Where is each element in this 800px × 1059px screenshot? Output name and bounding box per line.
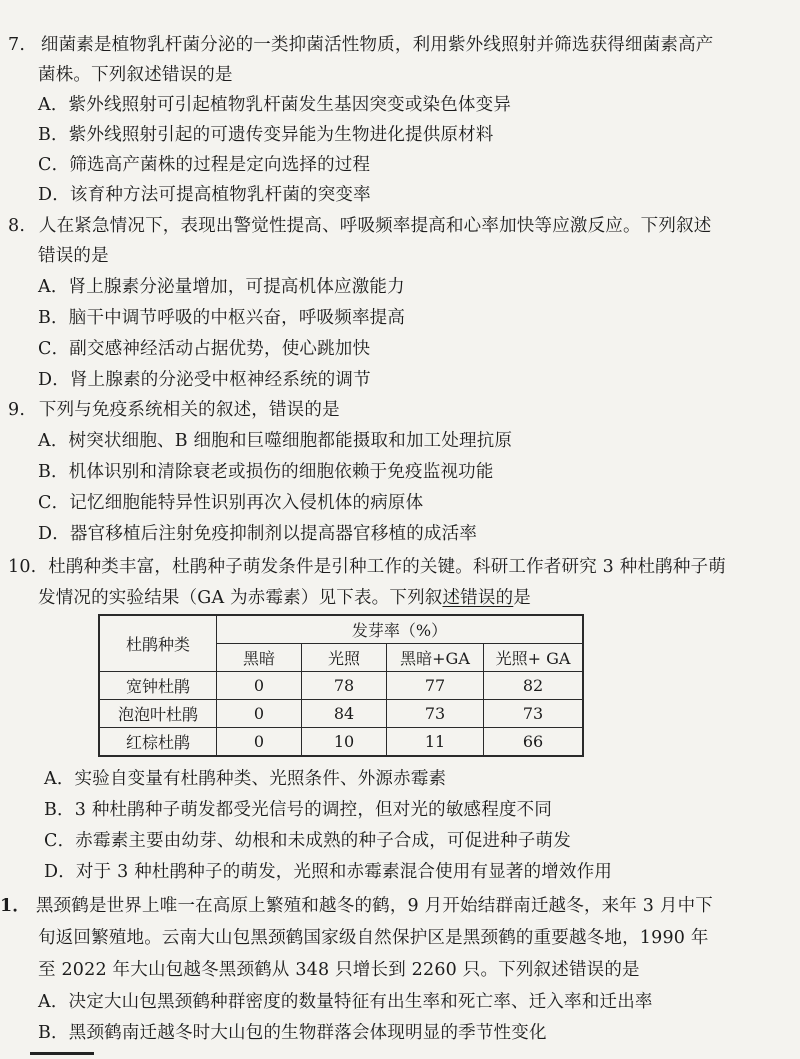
question-8-option-c: C．副交感神经活动占据优势，使心跳加快	[38, 339, 371, 359]
question-9-stem: 下列与免疫系统相关的叙述，错误的是	[38, 400, 340, 420]
question-7-option-d: D．该育种方法可提高植物乳杆菌的突变率	[38, 185, 371, 205]
question-7-stem-line-1	[8, 33, 713, 57]
question-8-option-b: B．脑干中调节呼吸的中枢兴奋，呼吸频率提高	[38, 308, 406, 328]
table-row-label: 红棕杜鹃	[99, 728, 217, 757]
question-9-option-a: A．树突状细胞、B 细胞和巨噬细胞都能摄取和加工处理抗原	[38, 431, 513, 451]
question-11-number: 1．	[0, 896, 31, 916]
question-9-number: 9.	[8, 400, 26, 420]
question-10-option-d: D．对于 3 种杜鹃种子的萌发，光照和赤霉素混合使用有显著的增效作用	[44, 862, 613, 882]
question-11-option-a: A．决定大山包黑颈鹤种群密度的数量特征有出生率和死亡率、迁入率和迁出率	[38, 992, 653, 1012]
table-cell: 84	[302, 700, 387, 728]
table-cell: 82	[484, 672, 584, 700]
table-header-row	[99, 615, 583, 644]
question-7-number: 7.	[8, 35, 26, 55]
table-cell: 0	[217, 700, 302, 728]
question-11-stem: 黑颈鹤是世界上唯一在高原上繁殖和越冬的鹤，9 月开始结群南迁越冬，来年 3 月中下	[35, 896, 713, 916]
table-col-header: 光照+ GA	[484, 644, 584, 672]
table-col-header: 黑暗+GA	[387, 644, 484, 672]
table-group-header: 发芽率（%）	[217, 615, 584, 644]
question-11-stem-line-1	[0, 894, 713, 918]
germination-rate-table	[98, 614, 584, 757]
table-row	[99, 700, 583, 728]
question-10-stem: 杜鹃种类丰富，杜鹃种子萌发条件是引种工作的关键。科研工作者研究 3 种杜鹃种子萌	[48, 557, 726, 577]
question-10-number: 10.	[8, 557, 37, 577]
table-row-label: 泡泡叶杜鹃	[99, 700, 217, 728]
table-row	[99, 728, 583, 757]
table-cell: 73	[387, 700, 484, 728]
table-cell: 10	[302, 728, 387, 757]
table-corner-header: 杜鹃种类	[99, 615, 217, 672]
table-cell: 0	[217, 728, 302, 757]
table-cell: 73	[484, 700, 584, 728]
question-8-stem-line-2: 错误的是	[38, 246, 109, 266]
question-9-option-c: C．记忆细胞能特异性识别再次入侵机体的病原体	[38, 493, 424, 513]
question-7-option-a: A．紫外线照射可引起植物乳杆菌发生基因突变或染色体变异	[38, 95, 512, 115]
table-col-header: 光照	[302, 644, 387, 672]
table-cell: 78	[302, 672, 387, 700]
question-8-number: 8.	[8, 216, 26, 236]
question-7-stem-line-2: 菌株。下列叙述错误的是	[38, 65, 233, 85]
question-8-option-a: A．肾上腺素分泌量增加，可提高机体应激能力	[38, 277, 405, 297]
question-7-option-c: C．筛选高产菌株的过程是定向选择的过程	[38, 155, 371, 175]
page-edge-mark	[30, 1052, 94, 1055]
table-row	[99, 672, 583, 700]
question-10-stem-part-c: 是	[513, 588, 531, 608]
table-cell: 0	[217, 672, 302, 700]
question-10-stem-part-a: 发情况的实验结果（GA 为赤霉素）见下表。下列叙	[38, 588, 443, 608]
question-9-option-d: D．器官移植后注射免疫抑制剂以提高器官移植的成活率	[38, 524, 478, 544]
question-8-stem: 人在紧急情况下，表现出警觉性提高、呼吸频率提高和心率加快等应激反应。下列叙述	[38, 216, 712, 236]
table-cell: 77	[387, 672, 484, 700]
table-row-label: 宽钟杜鹃	[99, 672, 217, 700]
question-10-stem-line-1	[8, 555, 726, 579]
question-10-option-b: B．3 种杜鹃种子萌发都受光信号的调控，但对光的敏感程度不同	[44, 800, 553, 820]
question-9-option-b: B．机体识别和清除衰老或损伤的细胞依赖于免疫监视功能	[38, 462, 494, 482]
question-8-option-d: D．肾上腺素的分泌受中枢神经系统的调节	[38, 370, 371, 390]
question-10-stem-underlined: 述错误的	[442, 588, 514, 608]
question-9-stem-line-1	[8, 398, 340, 422]
question-7-stem: 细菌素是植物乳杆菌分泌的一类抑菌活性物质，利用紫外线照射并筛选获得细菌素高产	[40, 35, 714, 55]
question-11-option-b: B．黑颈鹤南迁越冬时大山包的生物群落会体现明显的季节性变化	[38, 1023, 547, 1043]
question-10-option-c: C．赤霉素主要由幼芽、幼根和未成熟的种子合成，可促进种子萌发	[44, 831, 571, 851]
question-7-option-b: B．紫外线照射引起的可遗传变异能为生物进化提供原材料	[38, 125, 494, 145]
question-11-stem-line-3: 至 2022 年大山包越冬黑颈鹤从 348 只增长到 2260 只。下列叙述错误的是	[38, 960, 640, 980]
table-col-header: 黑暗	[217, 644, 302, 672]
question-8-stem-line-1	[8, 214, 711, 238]
question-10-stem-line-2	[38, 586, 531, 610]
table-cell: 66	[484, 728, 584, 757]
table-cell: 11	[387, 728, 484, 757]
question-11-stem-line-2: 旬返回繁殖地。云南大山包黑颈鹤国家级自然保护区是黑颈鹤的重要越冬地，1990 年	[38, 928, 709, 948]
question-10-option-a: A．实验自变量有杜鹃种类、光照条件、外源赤霉素	[44, 769, 447, 789]
